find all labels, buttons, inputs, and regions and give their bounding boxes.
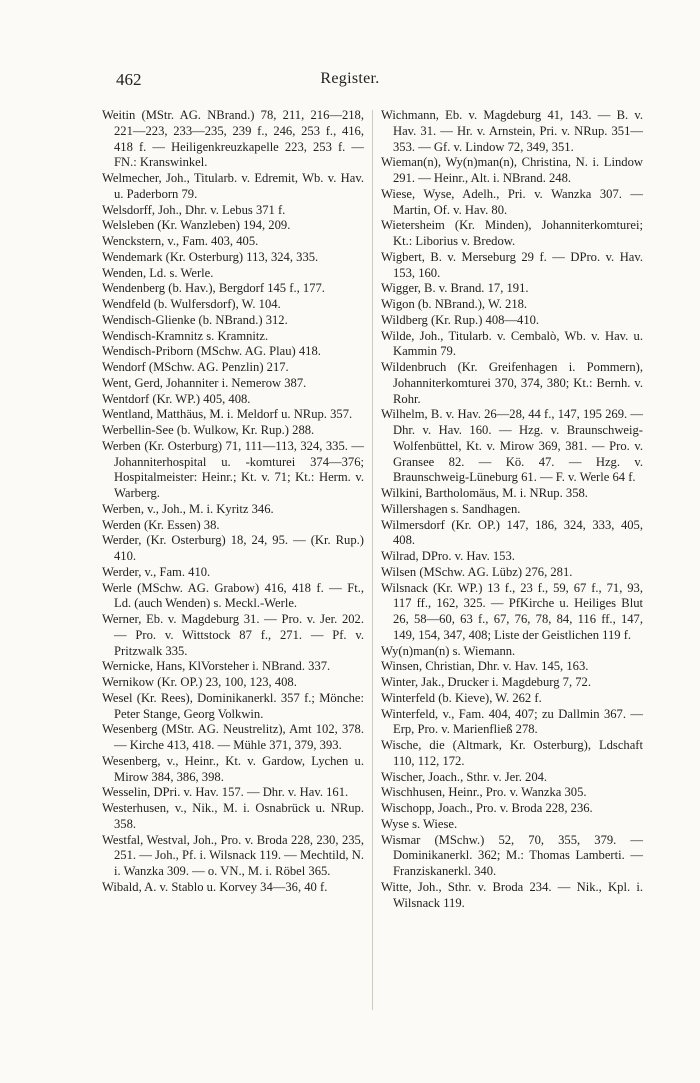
register-entry: Westfal, Westval, Joh., Pro. v. Broda 228, 230, 235, 251. — Joh., Pf. i. Wilsnack 119. — Mechtild, N. i. Wanzka 309. — o. VN., M. i. Röbel 365.	[102, 832, 364, 878]
register-entry: Wesenberg, v., Heinr., Kt. v. Gardow, Lychen u. Mirow 384, 386, 398.	[102, 753, 364, 784]
register-entry: Werder, v., Fam. 410.	[102, 564, 211, 579]
register-entry: Wilde, Joh., Titularb. v. Cembalò, Wb. v. Hav. u. Kammin 79.	[381, 328, 643, 359]
register-entry: Wendisch-Kramnitz s. Kramnitz.	[102, 328, 269, 343]
register-entry: Wische, die (Altmark, Kr. Osterburg), Ldschaft 110, 112, 172.	[381, 738, 643, 768]
register-entry: Wietersheim (Kr. Minden), Johanniterkomturei; Kt.: Liborius v. Bredow.	[381, 218, 643, 248]
register-entry: Wilsnack (Kr. WP.) 13 f., 23 f., 59, 67 f., 71, 93, 117 ff., 162, 325. — PfKirche u. Heiliges Blut 26, 58—60, 63 f., 67, 76, 78, 84, 116 ff., 147, 149, 154, 347, 408; Liste der Geistlichen 119 f.	[381, 580, 643, 642]
register-entry: Westerhusen, v., Nik., M. i. Osnabrück u. NRup. 358.	[102, 801, 364, 831]
register-entry: Welsleben (Kr. Wanzleben) 194, 209.	[102, 218, 291, 233]
register-entry: Wichmann, Eb. v. Magdeburg 41, 143. — B. v. Hav. 31. — Hr. v. Arnstein, Pri. v. NRup. 351—353. — Gf. v. Lindow 72, 349, 351.	[381, 108, 643, 154]
register-entry: Wendenberg (b. Hav.), Bergdorf 145 f., 177.	[102, 281, 325, 296]
register-entry: Wy(n)man(n) s. Wiemann.	[381, 643, 516, 658]
right-column	[381, 108, 643, 911]
register-entry: Wesselin, DPri. v. Hav. 157. — Dhr. v. Hav. 161.	[102, 785, 349, 800]
register-entry: Wilmersdorf (Kr. OP.) 147, 186, 324, 333, 405, 408.	[381, 517, 643, 548]
register-entry: Wesenberg (MStr. AG. Neustrelitz), Amt 102, 378. — Kirche 413, 418. — Mühle 371, 379, 393.	[102, 722, 364, 752]
register-entry: Wilhelm, B. v. Hav. 26—28, 44 f., 147, 195 269. — Dhr. v. Hav. 160. — Hzg. v. Braunschweig-Wolfenbüttel, Kt. v. Mirow 369, 381. — Pro. v. Gransee 82. — Kö. 47. — Hzg. v. Braunschweig-Lüneburg 61. — F. v. Werle 64 f.	[381, 407, 643, 485]
register-entry: Wischhusen, Heinr., Pro. v. Wanzka 305.	[381, 785, 587, 800]
register-entry: Winterfeld, v., Fam. 404, 407; zu Dallmin 367. — Erp, Pro. v. Marienfließ 278.	[381, 706, 643, 737]
register-entry: Wenckstern, v., Fam. 403, 405.	[102, 234, 259, 248]
register-entry: Werbellin-See (b. Wulkow, Kr. Rup.) 288.	[102, 423, 315, 437]
register-entry: Winsen, Christian, Dhr. v. Hav. 145, 163.	[381, 659, 589, 674]
register-entry: Wieman(n), Wy(n)man(n), Christina, N. i. Lindow 291. — Heinr., Alt. i. NBrand. 248.	[381, 155, 643, 185]
register-entry: Wyse s. Wiese.	[381, 816, 458, 831]
register-entry: Wigon (b. NBrand.), W. 218.	[381, 297, 528, 311]
register-entry: Wischopp, Joach., Pro. v. Broda 228, 236.	[381, 801, 593, 815]
register-entry: Wiese, Wyse, Adelh., Pri. v. Wanzka 307. — Martin, Of. v. Hav. 80.	[381, 186, 643, 217]
register-entry: Wilkini, Bartholomäus, M. i. NRup. 358.	[381, 486, 588, 500]
register-entry: Wendemark (Kr. Osterburg) 113, 324, 335.	[102, 249, 319, 264]
register-entry: Wendisch-Priborn (MSchw. AG. Plau) 418.	[102, 344, 321, 359]
register-entry: Wigbert, B. v. Merseburg 29 f. — DPro. v. Hav. 153, 160.	[381, 249, 643, 280]
register-entry: Werle (MSchw. AG. Grabow) 416, 418 f. — Ft., Ld. (auch Wenden) s. Meckl.-Werle.	[102, 580, 364, 611]
left-column	[102, 108, 364, 896]
register-entry: Wismar (MSchw.) 52, 70, 355, 379. — Dominikanerkl. 362; M.: Thomas Lamberti. — Franziskanerkl. 340.	[381, 832, 643, 878]
register-entry: Werder, (Kr. Osterburg) 18, 24, 95. — (Kr. Rup.) 410.	[102, 533, 364, 563]
register-entry: Wenden, Ld. s. Werle.	[102, 265, 214, 280]
register-entry: Wildberg (Kr. Rup.) 408—410.	[381, 312, 540, 327]
register-entry: Wernicke, Hans, KlVorsteher i. NBrand. 337.	[102, 659, 331, 674]
register-entry: Werben (Kr. Osterburg) 71, 111—113, 324, 335. — Johanniterhospital u. -komturei 374—376; Hospitalmeister: Heinr.; Kt. v. 71; Kt.: Herm. v. Warberg.	[102, 438, 364, 500]
register-entry: Wendorf (MSchw. AG. Penzlin) 217.	[102, 360, 289, 374]
register-entry: Wilsen (MSchw. AG. Lübz) 276, 281.	[381, 564, 573, 579]
column-divider	[372, 110, 373, 1010]
register-entry: Willershagen s. Sandhagen.	[381, 501, 521, 516]
register-entry: Wendisch-Glienke (b. NBrand.) 312.	[102, 312, 288, 327]
register-entry: Werben, v., Joh., M. i. Kyritz 346.	[102, 501, 274, 516]
register-entry: Winter, Jak., Drucker i. Magdeburg 7, 72.	[381, 675, 591, 689]
register-entry: Weitin (MStr. AG. NBrand.) 78, 211, 216—218, 221—223, 233—235, 239 f., 246, 253 f., 416, 418 f. — Heiligenkreuzkapelle 223, 253 f. — FN.: Kranswinkel.	[102, 108, 364, 170]
page-number: 462	[116, 70, 142, 89]
register-entry: Welsdorff, Joh., Dhr. v. Lebus 371 f.	[102, 202, 286, 217]
register-entry: Wesel (Kr. Rees), Dominikanerkl. 357 f.; Mönche: Peter Stange, Georg Volkwin.	[102, 690, 364, 721]
register-entry: Welmecher, Joh., Titularb. v. Edremit, Wb. v. Hav. u. Paderborn 79.	[102, 171, 364, 201]
register-entry: Wilrad, DPro. v. Hav. 153.	[381, 549, 515, 563]
register-entry: Wendfeld (b. Wulfersdorf), W. 104.	[102, 297, 281, 311]
register-entry: Winterfeld (b. Kieve), W. 262 f.	[381, 690, 542, 705]
register-entry: Wigger, B. v. Brand. 17, 191.	[381, 281, 529, 296]
register-entry: Wibald, A. v. Stablo u. Korvey 34—36, 40 f.	[102, 879, 328, 894]
register-entry: Wentdorf (Kr. WP.) 405, 408.	[102, 391, 251, 406]
register-entry: Wildenbruch (Kr. Greifenhagen i. Pommern), Johanniterkomturei 370, 374, 380; Kt.: Bernh. v. Rohr.	[381, 360, 643, 406]
register-entry: Wentland, Matthäus, M. i. Meldorf u. NRup. 357.	[102, 407, 353, 422]
register-entry: Werner, Eb. v. Magdeburg 31. — Pro. v. Jer. 202. — Pro. v. Wittstock 87 f., 271. — Pf. v. Pritzwalk 335.	[102, 612, 364, 658]
page-header	[0, 70, 700, 92]
register-entry: Went, Gerd, Johanniter i. Nemerow 387.	[102, 375, 307, 390]
register-entry: Witte, Joh., Sthr. v. Broda 234. — Nik., Kpl. i. Wilsnack 119.	[381, 879, 643, 910]
register-entry: Wischer, Joach., Sthr. v. Jer. 204.	[381, 769, 548, 784]
running-title: Register.	[320, 70, 380, 87]
register-entry: Werden (Kr. Essen) 38.	[102, 517, 220, 532]
register-entry: Wernikow (Kr. OP.) 23, 100, 123, 408.	[102, 675, 297, 689]
